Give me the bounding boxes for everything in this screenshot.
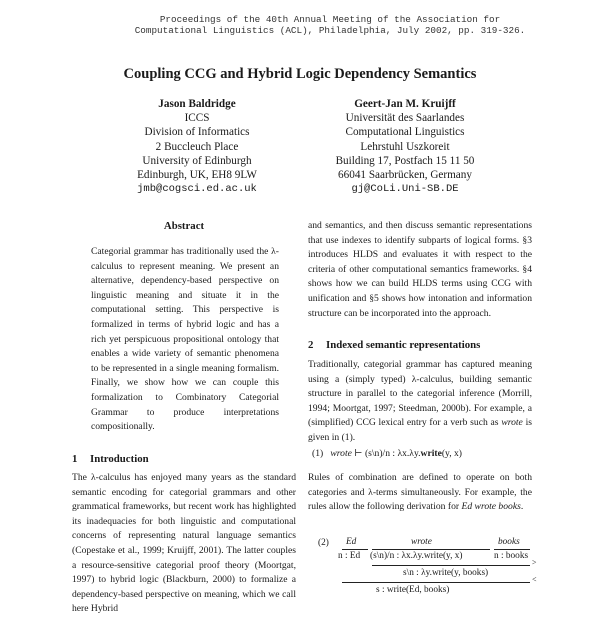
derivation-2 [308,535,537,600]
proceedings-line-2: Computational Linguistics (ACL), Philadelphia, July 2002, pp. 319-326. [134,25,526,36]
text-run: Rules of combination are defined to operate on both categories and λ-terms simultaneously. For example, the rules allow the following derivation for [308,472,532,513]
author-name: Geert-Jan M. Kruijff [354,98,456,110]
section-title: Indexed semantic representations [326,339,481,351]
section-2-text [308,358,532,446]
equation-category: ⊢ (s\n)/n : λx.λy. [354,448,421,459]
author-affiliation-line: Building 17, Postfach 15 11 50 [335,154,475,167]
author-name: Jason Baldridge [158,98,236,110]
italic-phrase: Ed wrote books [461,501,521,513]
italic-word: wrote [501,417,523,429]
section-1-body [72,471,296,615]
author-block-1 [92,97,302,196]
text-run: is given in (1). [308,417,532,443]
paper-title: Coupling CCG and Hybrid Logic Dependency Semantics [123,66,477,82]
rule-forward-application: > [532,558,537,567]
derivation-word-books: books [498,537,520,547]
rule-backward-application: < [532,575,537,584]
derivation-line [372,565,530,566]
author-affiliation-line: ICCS [184,112,210,125]
proceedings-header [120,14,540,36]
derivation-step-1: s\n : λy.write(y, books) [403,568,489,578]
section-2-heading [308,339,480,351]
proceedings-line-1: Proceedings of the 40th Annual Meeting of the Association for [159,14,501,25]
author-affiliation-line: 66041 Saarbrücken, Germany [338,169,472,182]
section-2-paragraph-2 [308,471,532,515]
abstract-heading: Abstract [163,220,205,232]
section-number: 2 [308,339,314,351]
author-affiliation-line: Lehrstuhl Uszkoreit [360,140,450,153]
author-email: jmb@cogsci.ed.ac.uk [137,183,257,196]
intro-continuation-text: and semantics, and then discuss semantic representations that use indexes to identify subparts of logical forms. §3 introduces HLDS and evaluates it with respect to the criteria of other computational semantics frameworks. §4 shows how we can build HLDS terms using CCG with unification and §5 shows how intonation and information structure can be incorporated into the approach. [308,220,532,319]
equation-predicate: write [420,448,442,459]
section-number: 1 [72,453,78,465]
author-affiliation-line: Division of Informatics [144,126,250,139]
author-affiliation-line: University of Edinburgh [142,154,252,167]
author-block-2 [300,97,510,196]
derivation-line [342,582,530,583]
text-run: . [520,501,524,513]
derivation-word-ed: Ed [346,537,357,547]
section-title: Introduction [90,453,149,465]
derivation-line [342,549,368,550]
author-affiliation-line: 2 Buccleuch Place [155,140,239,153]
derivation-category-ed: n : Ed [338,551,361,561]
derivation-line [494,549,530,550]
text-run: Traditionally, categorial grammar has captured meaning using a (simply typed) λ-calculus, building semantic structure in parallel to the categorial inference (Morrill, 1994; Moortgat, 1997; Steedman, 2000b). For example, a (simplified) CCG lexical entry for a verb such as [308,359,532,429]
author-affiliation-line: Universität des Saarlandes [345,112,465,125]
intro-continuation [308,219,532,321]
derivation-category-wrote: (s\n)/n : λx.λy.write(y, x) [370,551,463,561]
author-email: gj@CoLi.Uni-SB.DE [351,183,459,196]
equation-number: (1) [312,448,324,459]
derivation-word-wrote: wrote [411,537,432,547]
equation-number: (2) [318,538,329,548]
rules-text [308,471,532,515]
derivation-step-2: s : write(Ed, books) [376,585,450,595]
abstract-text: Categorial grammar has traditionally used the λ-calculus to represent meaning. We present an alternative, dependency-based perspective on linguistic meaning and situate it in the computational setting. This perspective is formalized in terms of hybrid logic and has a rich yet perspicuous propositional ontology that enables a wide variety of semantic phenomena to be represented in a single meaning formalism. Finally, we show how we can couple this formalization to Combinatory Categorial Grammar to produce interpretations compositionally. [91,246,279,433]
section-1-heading [72,453,149,465]
equation-args: (y, x) [441,448,463,459]
author-affiliation-line: Computational Linguistics [345,126,465,139]
author-affiliation-line: Edinburgh, UK, EH8 9LW [137,169,257,182]
section-2-paragraph-1 [308,358,532,446]
section-1-text: The λ-calculus has enjoyed many years as the standard semantic encoding for categorial grammars and other grammatical frameworks, but recent work has highlighted its inadequacies for both linguistic and computational concerns of representing natural language semantics (Copestake et al., 1999; Kruijff, 2001). The latter couples a resource-sensitive categorial proof theory (Moortgat, 1997) to hybrid logic (Blackburn, 2000) to formalize a dependency-based perspective on meaning, which we call here Hybrid [72,472,296,615]
equation-1 [312,448,462,459]
equation-word: wrote [330,448,352,459]
derivation-line [372,549,490,550]
derivation-category-books: n : books [494,551,529,561]
